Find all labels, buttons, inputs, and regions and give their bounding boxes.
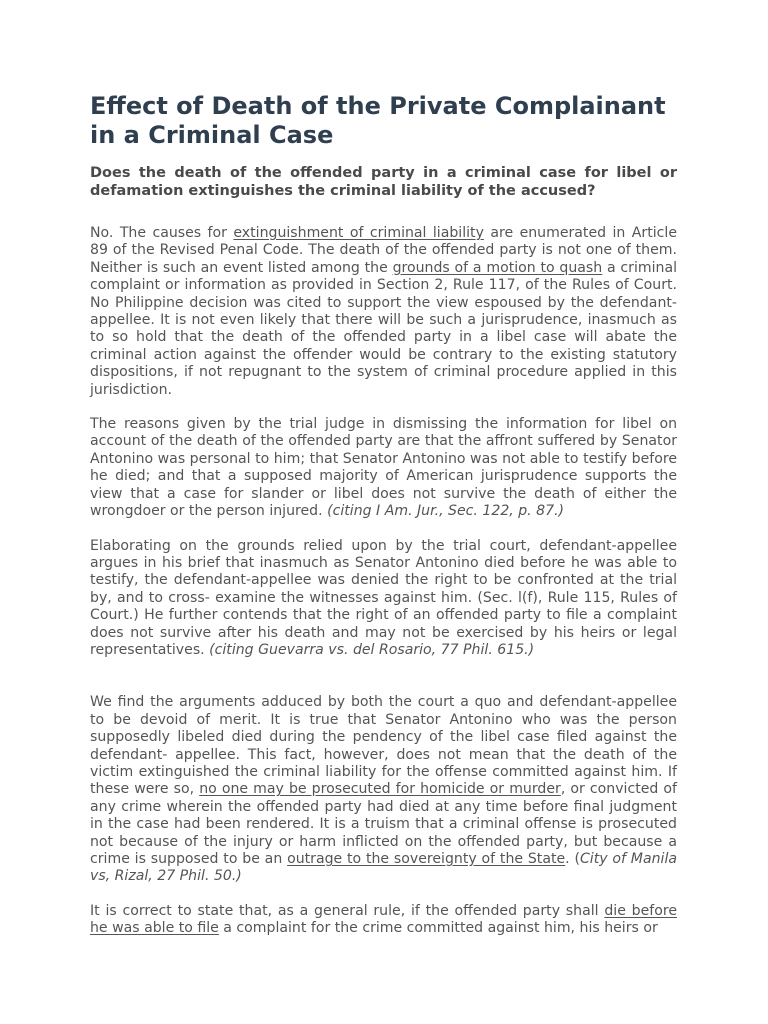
paragraph-5 xyxy=(90,903,677,938)
link-outrage-to-the-sovereignty[interactable]: outrage to the sovereignty of the State xyxy=(287,851,566,867)
article-title: Effect of Death of the Private Complainant in a Criminal Case xyxy=(90,92,666,149)
paragraph-2-text: The reasons given by the trial judge in dismissing the information for libel on account of the death of the offended party are that the affront suffered by Senator Antonino was personal to him; that Senator Antonino was not able to testify before he died; and that a supposed majority of American jurisprudence supports the view that a case for slander or libel does not survive the death of either the wrongdoer or the person injured. xyxy=(90,416,677,520)
paragraph-1 xyxy=(90,225,677,399)
paragraph-3-text: Elaborating on the grounds relied upon by the trial court, defendant-appellee argues in his brief that inasmuch as Senator Antonino died before he was able to testify, the defendant-appellee was denied the right to be confronted at the trial by, and to cross- examine the witnesses against him. (Sec. l(f), Rule 115, Rules of Court.) He further contends that the right of an offended party to file a complaint does not survive after his death and may not be exercised by his heirs or legal representatives. xyxy=(90,537,677,658)
paragraph-2-citation: (citing I Am. Jur., Sec. 122, p. 87.) xyxy=(327,503,565,520)
paragraph-3-citation: (citing Guevarra vs. del Rosario, 77 Phil. 615.) xyxy=(209,641,535,658)
paragraph-5-text-a: It is correct to state that, as a general rule, if the offended party shall xyxy=(90,902,605,919)
paragraph-2 xyxy=(90,416,677,520)
link-grounds-of-a-motion-to-quash[interactable]: grounds of a motion to quash xyxy=(392,259,603,276)
paragraph-5-text-b: a complaint for the crime committed against him, his heirs or xyxy=(218,920,658,937)
paragraph-4-citation: City of Manila vs, Rizal, 27 Phil. 50.) xyxy=(90,851,677,885)
paragraph-4-text-a: We find the arguments adduced by both the court a quo and defendant-appellee to be devoid of merit. It is true that Senator Antonino who was the person supposedly libeled died during the pendency of the libel case filed against the defendant- appellee. This fact, however, does not mean that the death of the victim extinguished the criminal liability for the offense committed against him. If these were so, xyxy=(90,694,677,798)
paragraph-4-text-c: . ( xyxy=(565,851,580,867)
paragraph-1-text-b: are enumerated in Article 89 of the Revised Penal Code. The death of the offended party is not one of them. Neither is such an event listed among the xyxy=(90,225,677,276)
paragraph-4 xyxy=(90,694,677,885)
paragraph-1-text-a: No. The causes for xyxy=(90,225,234,241)
link-extinguishment-of-criminal-liability[interactable]: extinguishment of criminal liability xyxy=(233,225,484,241)
paragraph-4-text-b: , or convicted of any crime wherein the offended party had died at any time before final judgment in the case had been rendered. It is a truism that a criminal offense is prosecuted not because of the injury or harm inflicted on the offended party, but because a crime is supposed to be an xyxy=(90,781,678,867)
link-die-before-he-was-able-to-file[interactable]: die before he was able to file xyxy=(90,902,677,937)
paragraph-3 xyxy=(90,538,677,660)
paragraph-1-text-c: a criminal complaint or information as provided in Section 2, Rule 117, of the Rules of Court. No Philippine decision was cited to support the view espoused by the defendant-appellee. It is not even likely that there will be such a jurisprudence, inasmuch as to so hold that the death of the offended party in a libel case will abate the criminal action against the offender would be contrary to the existing statutory dispositions, if not repugnant to the system of criminal procedure applied in this jurisdiction. xyxy=(90,259,677,398)
link-no-one-may-be-prosecuted[interactable]: no one may be prosecuted for homicide or murder xyxy=(199,781,561,798)
article-question: Does the death of the offended party in a criminal case for libel or defamation extinguishes the criminal liability of the accused? xyxy=(90,165,677,199)
article-body xyxy=(90,92,677,938)
